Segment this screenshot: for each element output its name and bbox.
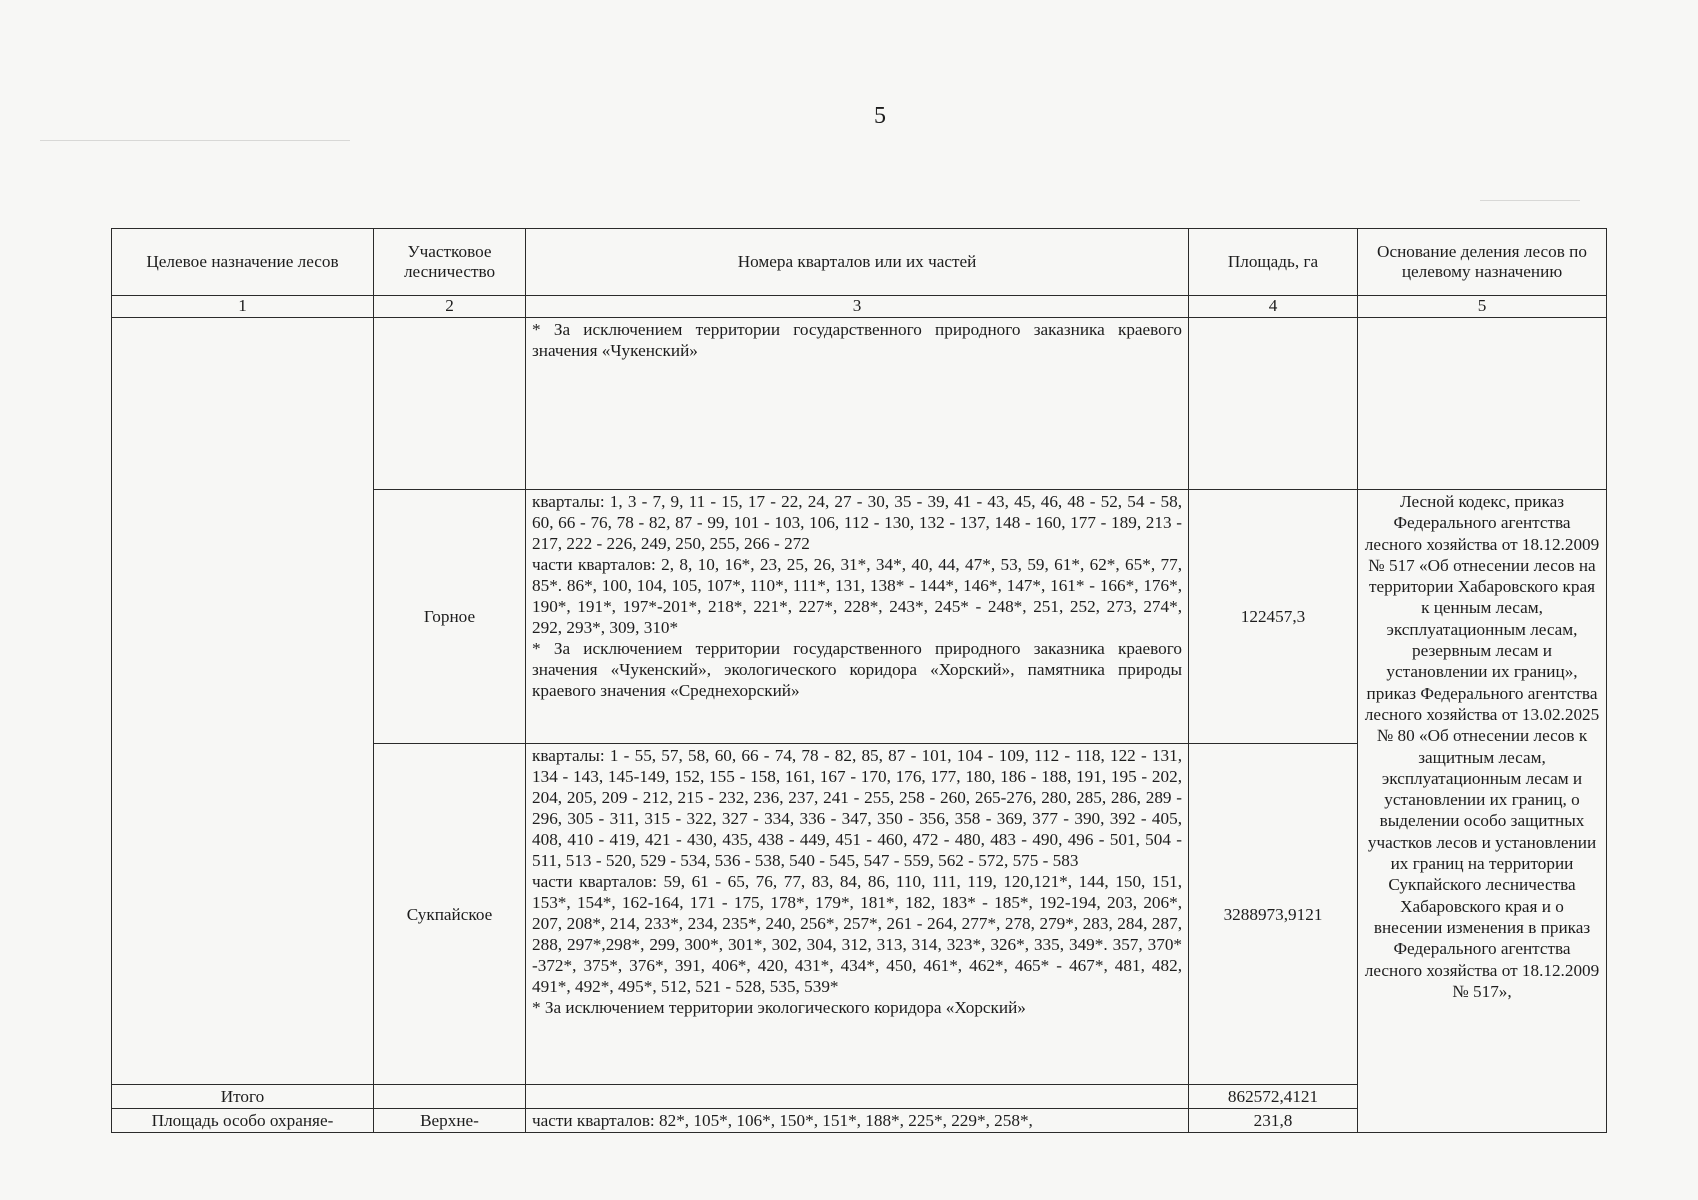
cell-total-label: Итого bbox=[112, 1085, 374, 1109]
column-number: 2 bbox=[374, 296, 526, 318]
cell-area-sukpai: 3288973,9121 bbox=[1189, 744, 1358, 1085]
column-number: 1 bbox=[112, 296, 374, 318]
header-purpose: Целевое назначение лесов bbox=[112, 229, 374, 296]
quarter-parts-list: части кварталов: 59, 61 - 65, 76, 77, 83, 84, 86, 110, 111, 119, 120,121*, 144, 150, 151, 153*, 154*, 162-164, 171 - 175, 178*, 179*, 181*, 182, 183* - 185*, 192-194, 203, 206*, 207, 208*, 214, 233*, 234, 235*, 240, 256*, 257*, 261 - 264, 277*, 278, 279*, 283, 284, 287, 288, 297*,298*, 299, 300*, 301*, 302, 304, 312, 313, 314, 323*, 326*, 335, 349*. 357, 370* -372*, 375*, 376*, 391, 406*, 420, 431*, 434*, 450, 461*, 462*, 465* - 467*, 481, 482, 491*, 492*, 495*, 512, 521 - 528, 535, 539* bbox=[532, 872, 1182, 996]
quarters-footnote: * За исключением территории экологического коридора «Хорский» bbox=[532, 998, 1026, 1017]
header-area: Площадь, га bbox=[1189, 229, 1358, 296]
cell-area-gornoe: 122457,3 bbox=[1189, 490, 1358, 744]
cell-protected-area: 231,8 bbox=[1189, 1109, 1358, 1133]
forest-purpose-table bbox=[111, 228, 1607, 1133]
header-basis: Основание деления лесов по целевому назначению bbox=[1358, 229, 1607, 296]
column-number: 3 bbox=[526, 296, 1189, 318]
quarter-parts-list: части кварталов: 2, 8, 10, 16*, 23, 25, 26, 31*, 34*, 40, 44, 47*, 53, 59, 61*, 62*, 65*, 77, 85*. 86*, 100, 104, 105, 107*, 110*, 111*, 131, 138* - 144*, 146*, 147*, 161* - 166*, 176*, 190*, 191*, 197*-201*, 218*, 221*, 227*, 228*, 243*, 245* - 248*, 251, 252, 273, 274*, 292, 293*, 309, 310* bbox=[532, 555, 1182, 637]
cell-forestry-gornoe: Горное bbox=[374, 490, 526, 744]
scan-artifact-line bbox=[1480, 200, 1580, 201]
cell-area-continued bbox=[1189, 318, 1358, 490]
quarters-footnote: * За исключением территории государственного природного заказника краевого значения «Чукенский», экологического коридора «Хорский», памятника природы краевого значения «Среднехорский» bbox=[532, 639, 1182, 700]
cell-forestry-sukpai: Сукпайское bbox=[374, 744, 526, 1085]
cell-total-quarters bbox=[526, 1085, 1189, 1109]
cell-basis-legal: Лесной кодекс, приказ Федерального агентства лесного хозяйства от 18.12.2009 № 517 «Об отнесении лесов на территории Хабаровского края к ценным лесам, эксплуатационным лесам, резервным лесам и установлении их границ», приказ Федерального агентства лесного хозяйства от 13.02.2025 № 80 «Об отнесении лесов к защитным лесам, эксплуатационным лесам и установлении их границ, о выделении особо защитных участков лесов и установлении их границ на территории Сукпайского лесничества Хабаровского края и о внесении изменения в приказ Федерального агентства лесного хозяйства от 18.12.2009 № 517», bbox=[1358, 490, 1607, 1133]
cell-quarters-sukpai bbox=[526, 744, 1189, 1085]
quarters-list: кварталы: 1, 3 - 7, 9, 11 - 15, 17 - 22, 24, 27 - 30, 35 - 39, 41 - 43, 45, 46, 48 - 52, 54 - 58, 60, 66 - 76, 78 - 82, 87 - 99, 101 - 103, 106, 112 - 130, 132 - 137, 148 - 160, 177 - 189, 213 - 217, 222 - 226, 249, 250, 255, 266 - 272 bbox=[532, 492, 1182, 553]
scan-artifact-line bbox=[40, 140, 350, 141]
cell-total-forestry bbox=[374, 1085, 526, 1109]
cell-forestry-continued bbox=[374, 318, 526, 490]
table-row-continued bbox=[112, 318, 1607, 490]
column-number: 4 bbox=[1189, 296, 1358, 318]
cell-total-area: 862572,4121 bbox=[1189, 1085, 1358, 1109]
cell-quarters-gornoe bbox=[526, 490, 1189, 744]
column-number-row bbox=[112, 296, 1607, 318]
cell-basis-continued bbox=[1358, 318, 1607, 490]
quarters-list: кварталы: 1 - 55, 57, 58, 60, 66 - 74, 78 - 82, 85, 87 - 101, 104 - 109, 112 - 118, 122 - 131, 134 - 143, 145-149, 152, 155 - 158, 161, 167 - 170, 176, 177, 180, 186 - 188, 191, 195 - 202, 204, 205, 209 - 212, 215 - 232, 236, 237, 241 - 255, 258 - 260, 265-276, 280, 285, 286, 289 - 296, 305 - 311, 315 - 322, 327 - 334, 336 - 347, 350 - 356, 358 - 369, 377 - 390, 392 - 405, 408, 410 - 419, 421 - 430, 435, 438 - 449, 451 - 460, 472 - 480, 483 - 490, 496 - 501, 504 - 511, 513 - 520, 529 - 534, 536 - 538, 540 - 545, 547 - 559, 562 - 572, 575 - 583 bbox=[532, 746, 1182, 870]
cell-purpose-continued bbox=[112, 318, 374, 1085]
cell-protected-forestry: Верхне- bbox=[374, 1109, 526, 1133]
cell-footnote-continued: * За исключением территории государственного природного заказника краевого значения «Чукенский» bbox=[526, 318, 1189, 490]
cell-protected-parts: части кварталов: 82*, 105*, 106*, 150*, 151*, 188*, 225*, 229*, 258*, bbox=[526, 1109, 1189, 1133]
table-header-row bbox=[112, 229, 1607, 296]
header-quarters: Номера кварталов или их частей bbox=[526, 229, 1189, 296]
page-number: 5 bbox=[874, 103, 886, 129]
cell-protected-purpose: Площадь особо охраняе- bbox=[112, 1109, 374, 1133]
header-forestry: Участковое лесничество bbox=[374, 229, 526, 296]
column-number: 5 bbox=[1358, 296, 1607, 318]
